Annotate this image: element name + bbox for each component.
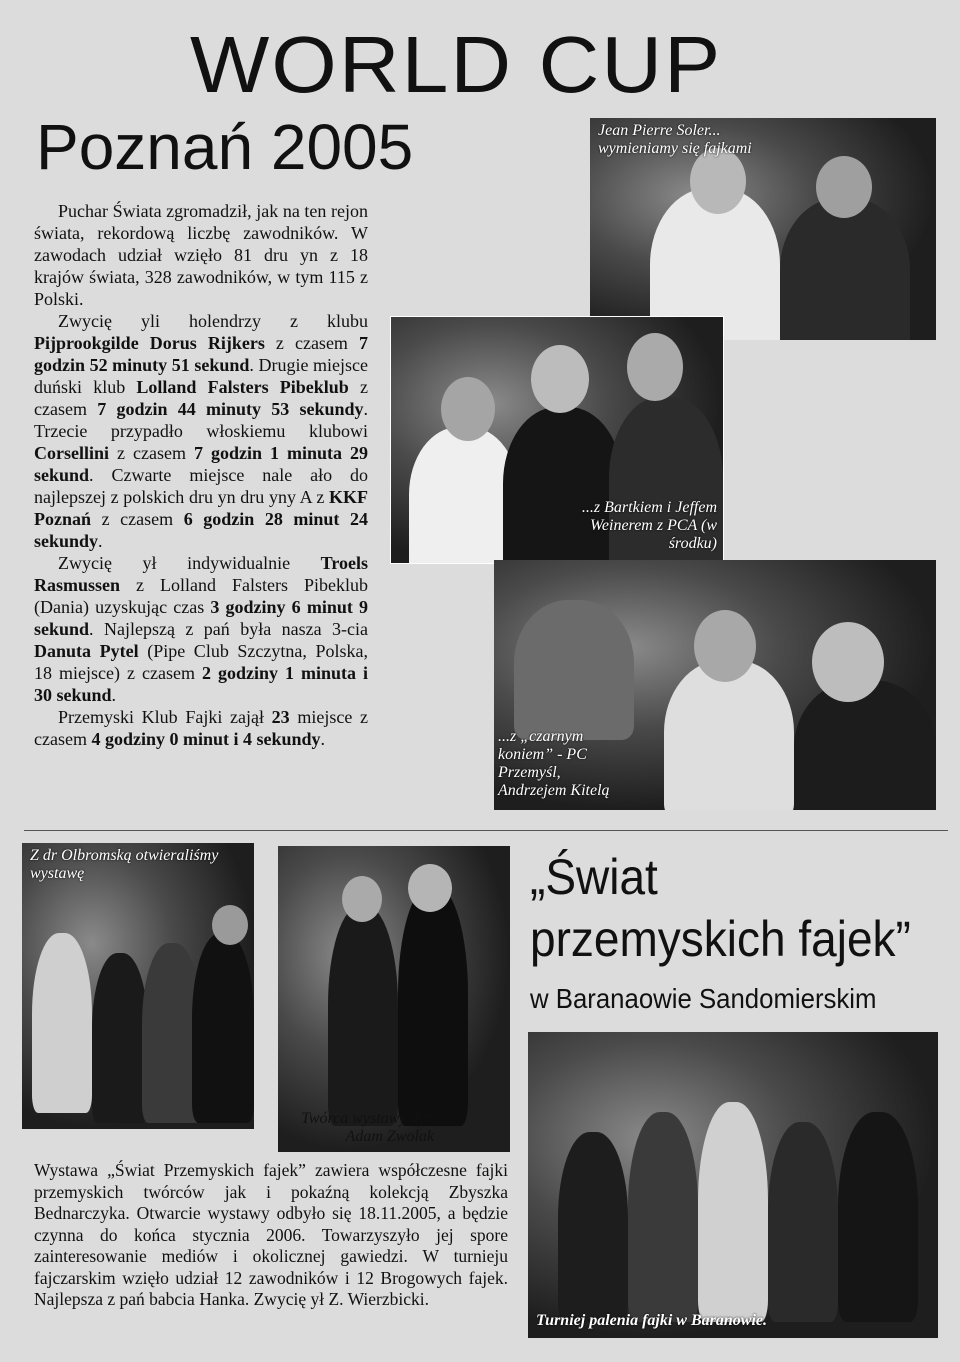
- article-world-cup: [34, 200, 368, 750]
- caption-photo1: Jean Pierre Soler... wymieniamy się fajkami: [598, 122, 752, 157]
- caption-photo6: Turniej palenia fajki w Baranowie.: [536, 1312, 767, 1329]
- photo-exhibition-opening: [22, 843, 254, 1129]
- caption-photo4: Z dr Olbromską otwieraliśmy wystawę: [30, 847, 219, 882]
- caption-photo2: ...z Bartkiem i Jeffem Weinerem z PCA (w środku): [581, 499, 717, 552]
- photo-baranow-tournament: [528, 1032, 938, 1338]
- article-paragraph-4: Przemyski Klub Fajki zajął 23 miejsce z czasem 4 godziny 0 minut i 4 sekundy.: [34, 707, 368, 749]
- article2-title-line1: „Świat: [530, 849, 658, 905]
- article-przemyskie-fajki: Wystawa „Świat Przemyskich fajek” zawiera współczesne fajki przemyskich twórców jak i pokaźną kolekcją Zbyszka Bednarczyka. Otwarcie wystawy odbyło się 18.11.2005, a będzie czynna do końca stycznia 2006. Towarzyszyło jej spore zainteresowanie mediów i okolicznej gawiedzi. W turnieju fajczarskim wzięło udział 12 zawodników i 12 Brogowych fajek. Najlepsza z pań babcia Hanka. Zwycię ył Z. Wierzbicki.: [34, 1160, 508, 1309]
- page-title: WORLD CUP: [190, 20, 723, 109]
- article-paragraph-2: Zwycię yli holendrzy z klubu Pijprookgilde Dorus Rijkers z czasem 7 godzin 52 minuty 51 sekund. Drugie miejsce duński klub Lolland Falsters Pibeklub z czasem 7 godzin 44 minuty 53 sekundy. Trzecie przypadło włoskiemu klubowi Corsellini z czasem 7 godzin 1 minuta 29 sekund. Czwarte miejsce nale ało do najlepszej z polskich dru yn dru yny A z KKF Poznań z czasem 6 godzin 28 minut 24 sekundy.: [34, 311, 369, 551]
- caption-photo3: ...z „czarnym koniem” - PC Przemyśl, Andrzejem Kitelą: [498, 728, 610, 799]
- photo-czarny-kon: [494, 560, 936, 810]
- article-paragraph-3: Zwycię ył indywidualnie Troels Rasmussen z Lolland Falsters Pibeklub (Dania) uzyskując czas 3 godziny 6 minut 9 sekund. Najlepszą z pań była nasza 3-cia Danuta Pytel (Pipe Club Szczytna, Polska, 18 miejsce) z czasem 2 godziny 1 minuta i 30 sekund.: [34, 553, 368, 705]
- page-subtitle: Poznań 2005: [36, 111, 414, 183]
- photo-bartek-jeff-weiner: [390, 316, 724, 564]
- photo-adam-zwolak: [278, 846, 510, 1152]
- photo-soler-pipe-exchange: [590, 118, 936, 340]
- section-divider: [24, 830, 948, 831]
- article-paragraph-1: Puchar Świata zgromadził, jak na ten rejon świata, rekordową liczbę zawodników. W zawodach udział wzięło 81 dru yn z 18 krajów świata, 328 zawodników, w tym 115 z Polski.: [34, 201, 368, 309]
- article2-subtitle: w Baranaowie Sandomierskim: [530, 983, 877, 1014]
- caption-photo5: Twórca wystawy dyr. Adam Zwolak: [301, 1110, 434, 1145]
- article2-title-line2: przemyskich fajek”: [530, 911, 911, 967]
- article2-title: [530, 846, 950, 1018]
